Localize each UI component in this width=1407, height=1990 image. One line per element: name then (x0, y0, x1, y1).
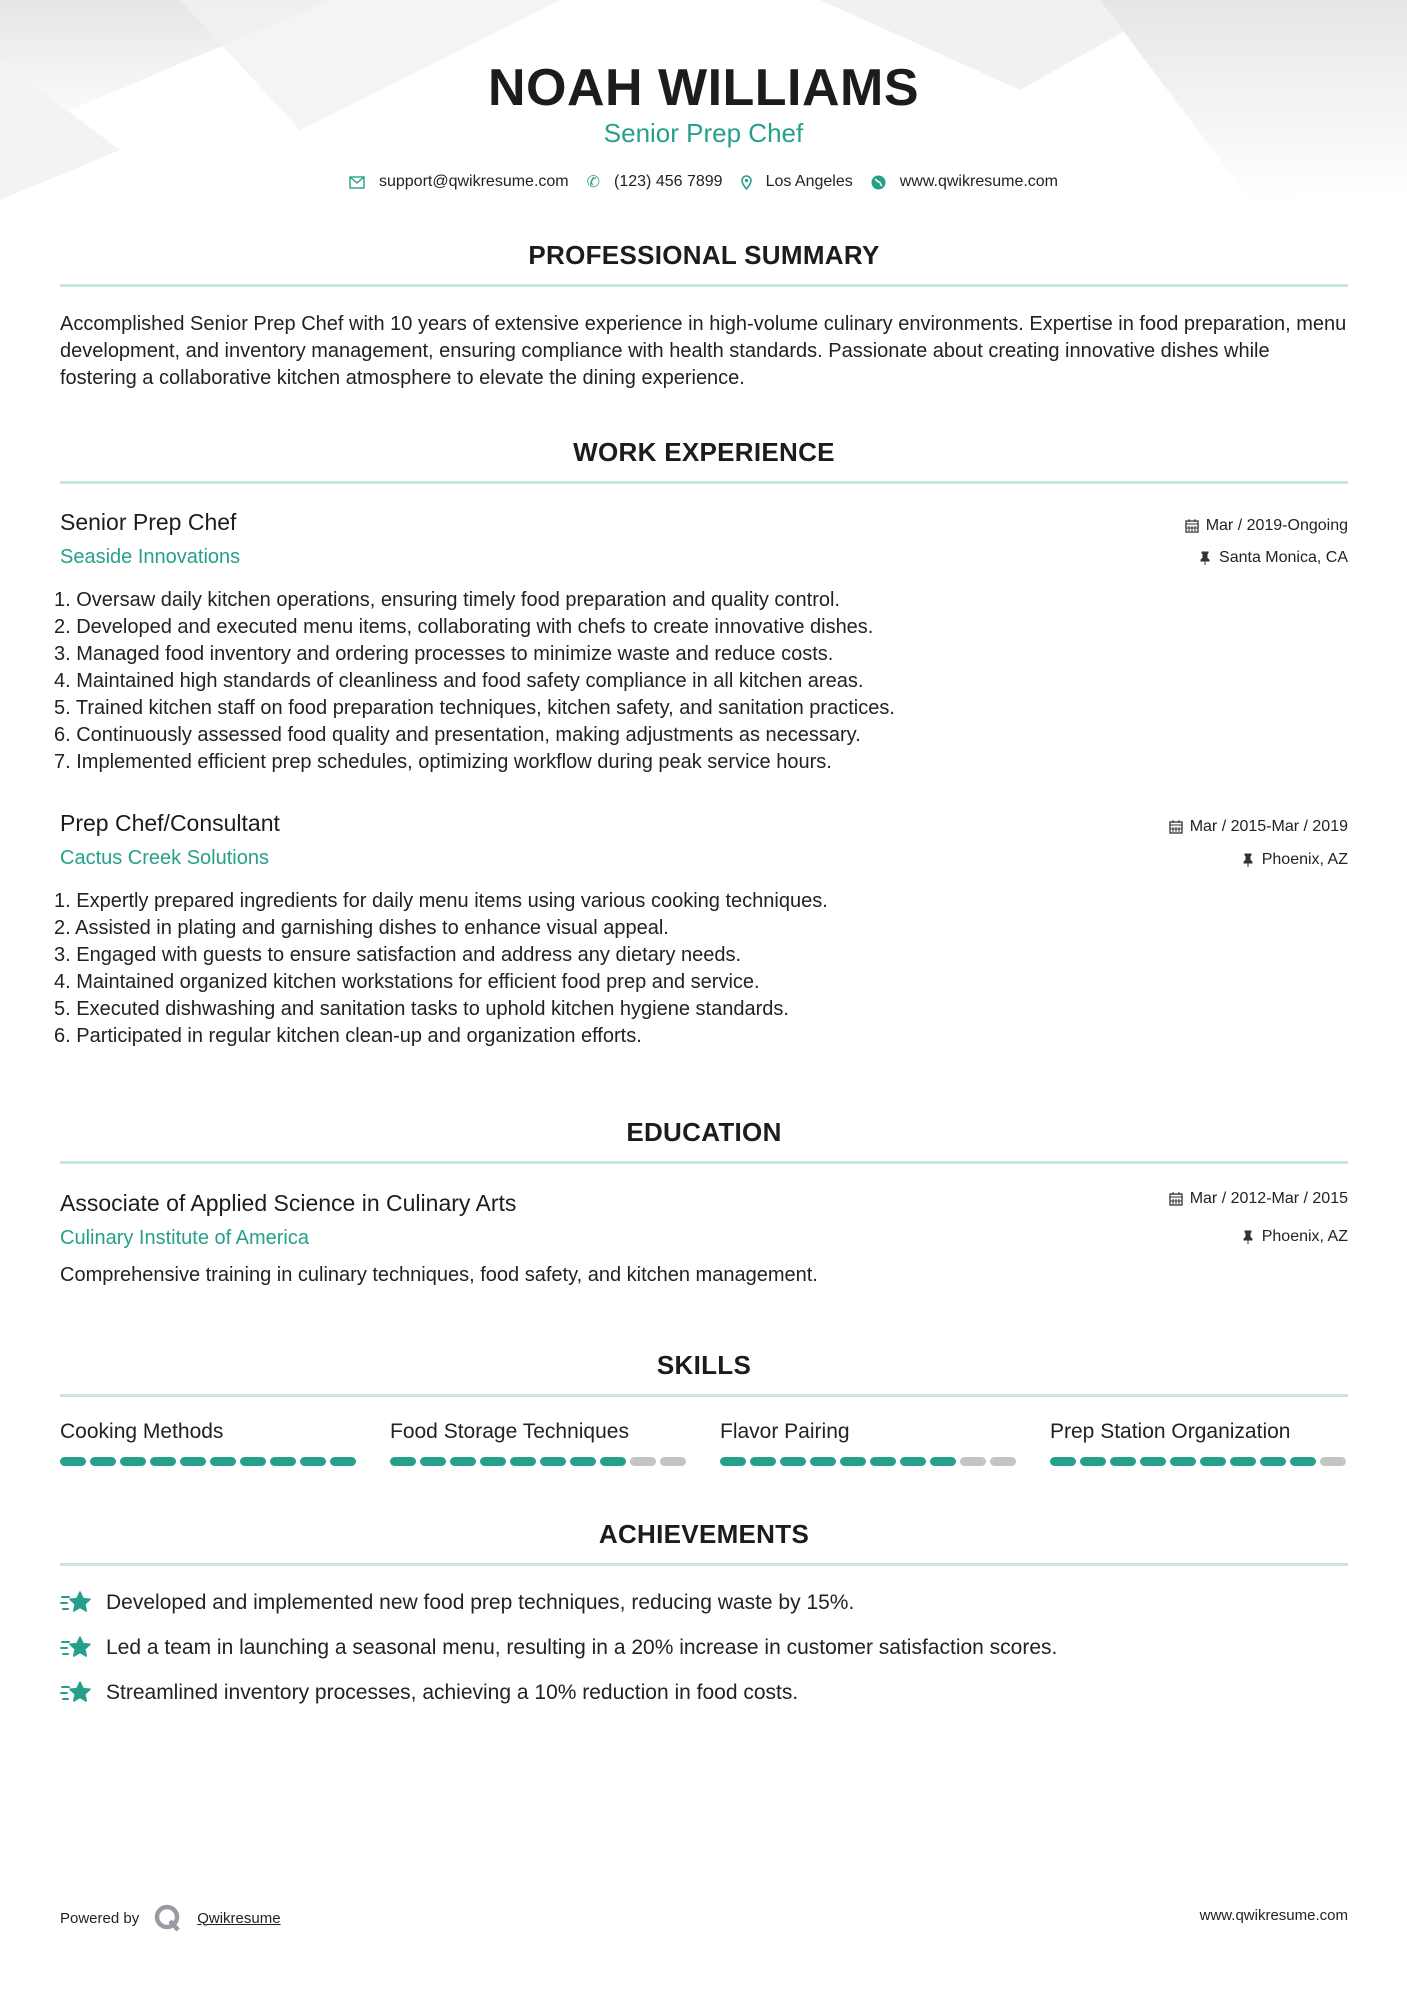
education-dates: Mar / 2012-Mar / 2015 (1169, 1190, 1348, 1208)
skill-segment-filled (450, 1457, 476, 1466)
brand-link[interactable]: Qwikresume (197, 1909, 281, 1927)
skill-segment-filled (270, 1457, 296, 1466)
skill-segment-filled (60, 1457, 86, 1466)
skill-segment-filled (210, 1457, 236, 1466)
bullet: 2. Developed and executed menu items, collaborating with chefs to create innovative dishes. (54, 616, 874, 638)
bullet: 4. Maintained high standards of cleanliness and food safety compliance in all kitchen areas. (54, 670, 864, 692)
divider (60, 1161, 1348, 1164)
school-name: Culinary Institute of America (60, 1227, 309, 1249)
contact-location: Los Angeles (765, 173, 853, 190)
skill-segment-filled (930, 1457, 956, 1466)
skill-segment-filled (1140, 1457, 1166, 1466)
skill-segment-filled (90, 1457, 116, 1466)
job-location: Santa Monica, CA (1198, 549, 1348, 567)
skill-level-bar (720, 1457, 1016, 1466)
shooting-star-icon (60, 1680, 92, 1706)
skill-segment-filled (1110, 1457, 1136, 1466)
skill-segment-filled (390, 1457, 416, 1466)
skill-segment-filled (1200, 1457, 1226, 1466)
skill-name: Prep Station Organization (1050, 1420, 1291, 1443)
bullet: 6. Continuously assessed food quality and presentation, making adjustments as necessary. (54, 724, 861, 746)
skills-heading: SKILLS (656, 1350, 752, 1380)
skill-segment-filled (240, 1457, 266, 1466)
achievements-heading: ACHIEVEMENTS (598, 1519, 810, 1549)
skill-segment-empty (960, 1457, 986, 1466)
summary-text: Accomplished Senior Prep Chef with 10 years of extensive experience in high-volume culinary environments. Expertise in food preparation, menu development, and inventory management, ensuring compliance with health standards. Passionate about creating innovative dishes while fostering a collaborative kitchen atmosphere to elevate the dining experience. (60, 313, 1347, 389)
summary-heading: PROFESSIONAL SUMMARY (528, 240, 880, 270)
skill-segment-filled (810, 1457, 836, 1466)
education-description: Comprehensive training in culinary techniques, food safety, and kitchen management. (60, 1264, 818, 1286)
divider (60, 481, 1348, 484)
bullet: 5. Trained kitchen staff on food preparation techniques, kitchen safety, and sanitation practices. (54, 697, 895, 719)
skill-segment-filled (1080, 1457, 1106, 1466)
degree: Associate of Applied Science in Culinary Arts (60, 1190, 517, 1216)
skill-segment-empty (1320, 1457, 1346, 1466)
bullet: 1. Oversaw daily kitchen operations, ensuring timely food preparation and quality control. (54, 589, 840, 611)
achievement-item (60, 1635, 1057, 1661)
experience-heading: WORK EXPERIENCE (573, 437, 835, 467)
globe-icon (871, 175, 886, 190)
skill-segment-filled (750, 1457, 776, 1466)
bullet: 7. Implemented efficient prep schedules, optimizing workflow during peak service hours. (54, 751, 832, 773)
contact-email[interactable]: support@qwikresume.com (378, 173, 569, 190)
divider (60, 1394, 1348, 1397)
job-bullets (54, 587, 1304, 776)
skill-segment-filled (840, 1457, 866, 1466)
education-heading: EDUCATION (626, 1117, 782, 1147)
contact-website[interactable]: www.qwikresume.com (899, 173, 1059, 190)
phone-icon: ✆ (586, 174, 601, 191)
candidate-title: Senior Prep Chef (603, 118, 804, 148)
calendar-icon (1169, 1192, 1183, 1206)
job-title: Senior Prep Chef (60, 509, 237, 535)
job-dates: Mar / 2015-Mar / 2019 (1169, 818, 1348, 836)
skill-segment-filled (540, 1457, 566, 1466)
skill-level-bar (390, 1457, 686, 1466)
bullet: 4. Maintained organized kitchen workstations for efficient food prep and service. (54, 971, 760, 993)
contact-phone: (123) 456 7899 (614, 173, 723, 190)
skill-segment-empty (660, 1457, 686, 1466)
skill-segment-filled (120, 1457, 146, 1466)
skill-segment-filled (1290, 1457, 1316, 1466)
qwikresume-logo-icon (153, 1903, 183, 1933)
skill-name: Flavor Pairing (720, 1420, 850, 1443)
skill-segment-filled (870, 1457, 896, 1466)
achievement-text: Developed and implemented new food prep techniques, reducing waste by 15%. (106, 1591, 855, 1614)
skill-segment-filled (600, 1457, 626, 1466)
job-dates: Mar / 2019-Ongoing (1185, 517, 1348, 535)
footer-website[interactable]: www.qwikresume.com (1199, 1907, 1348, 1924)
calendar-icon (1169, 820, 1183, 834)
bullet: 5. Executed dishwashing and sanitation tasks to uphold kitchen hygiene standards. (54, 998, 789, 1020)
contact-bar (0, 172, 1407, 192)
skill-segment-filled (1230, 1457, 1256, 1466)
footer-powered (60, 1903, 281, 1933)
shooting-star-icon (60, 1635, 92, 1661)
skill-segment-filled (570, 1457, 596, 1466)
candidate-name: NOAH WILLIAMS (487, 59, 920, 117)
job-bullets (54, 888, 1304, 1050)
divider (60, 1563, 1348, 1566)
achievement-text: Led a team in launching a seasonal menu, resulting in a 20% increase in customer satisfaction scores. (106, 1636, 1058, 1659)
powered-by-label: Powered by (60, 1909, 140, 1927)
education-location: Phoenix, AZ (1241, 1228, 1348, 1246)
location-pin-icon (741, 175, 752, 190)
skill-segment-filled (330, 1457, 356, 1466)
skill-segment-filled (180, 1457, 206, 1466)
bullet: 2. Assisted in plating and garnishing dishes to enhance visual appeal. (54, 917, 669, 939)
bullet: 3. Engaged with guests to ensure satisfaction and address any dietary needs. (54, 944, 742, 966)
pushpin-icon (1198, 551, 1212, 565)
achievement-text: Streamlined inventory processes, achieving a 10% reduction in food costs. (106, 1681, 799, 1704)
skill-segment-filled (720, 1457, 746, 1466)
skill-segment-filled (780, 1457, 806, 1466)
company-name: Cactus Creek Solutions (60, 847, 269, 869)
skill-segment-filled (420, 1457, 446, 1466)
skill-segment-filled (510, 1457, 536, 1466)
job-location: Phoenix, AZ (1241, 851, 1348, 869)
skill-level-bar (60, 1457, 356, 1466)
skill-segment-filled (480, 1457, 506, 1466)
skill-segment-filled (150, 1457, 176, 1466)
shooting-star-icon (60, 1590, 92, 1616)
skill-segment-filled (1050, 1457, 1076, 1466)
calendar-icon (1185, 519, 1199, 533)
bullet: 6. Participated in regular kitchen clean-up and organization efforts. (54, 1025, 642, 1047)
skill-segment-filled (1260, 1457, 1286, 1466)
email-icon (349, 176, 365, 189)
achievement-item (60, 1680, 798, 1706)
skill-level-bar (1050, 1457, 1346, 1466)
pushpin-icon (1241, 853, 1255, 867)
skill-segment-empty (990, 1457, 1016, 1466)
skill-segment-empty (630, 1457, 656, 1466)
skill-name: Food Storage Techniques (390, 1420, 629, 1443)
divider (60, 284, 1348, 287)
pushpin-icon (1241, 1230, 1255, 1244)
bullet: 1. Expertly prepared ingredients for daily menu items using various cooking techniques. (54, 890, 828, 912)
achievement-item (60, 1590, 854, 1616)
skill-segment-filled (300, 1457, 326, 1466)
skill-name: Cooking Methods (60, 1420, 224, 1443)
skill-segment-filled (1170, 1457, 1196, 1466)
company-name: Seaside Innovations (60, 546, 241, 568)
job-title: Prep Chef/Consultant (60, 810, 280, 836)
skill-segment-filled (900, 1457, 926, 1466)
bullet: 3. Managed food inventory and ordering processes to minimize waste and reduce costs. (54, 643, 834, 665)
